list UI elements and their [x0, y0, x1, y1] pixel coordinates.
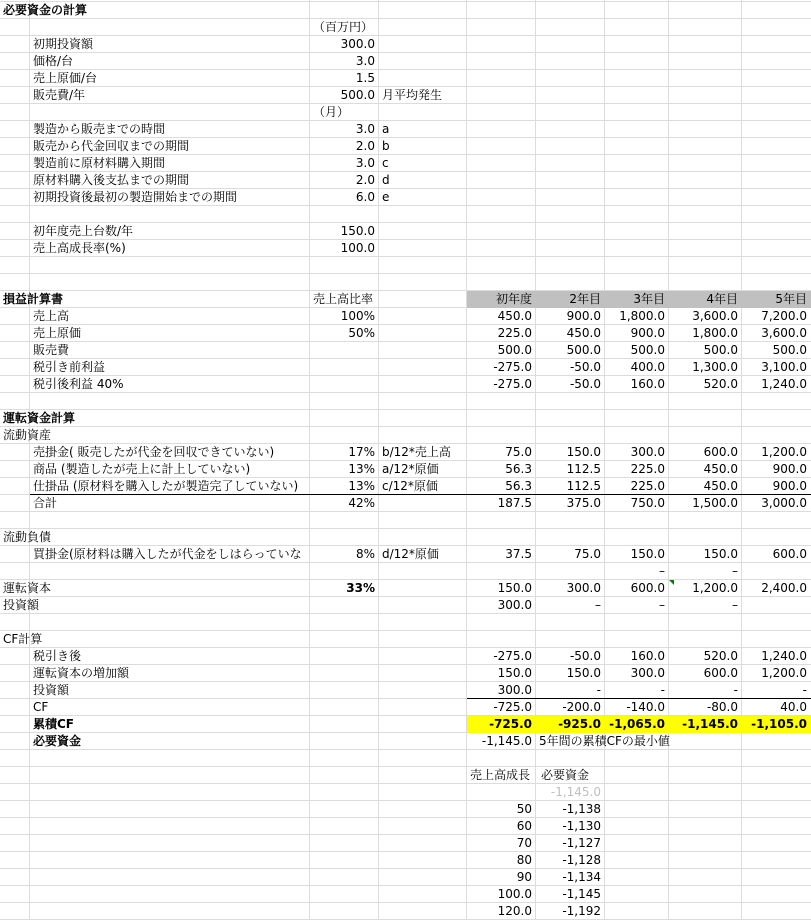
assumption-value[interactable]: 150.0 — [340, 224, 375, 238]
year-header[interactable]: 初年度 — [495, 292, 532, 306]
wc-value[interactable]: 300.0 — [566, 581, 601, 595]
wc-value[interactable]: – — [732, 598, 738, 612]
gridline-h — [0, 868, 811, 869]
sens-required[interactable]: -1,138 — [562, 802, 601, 816]
gridline-h — [0, 851, 811, 852]
gridline-h — [0, 273, 811, 274]
wc-value[interactable]: 112.5 — [566, 479, 601, 493]
pl-value[interactable]: -275.0 — [493, 360, 532, 374]
assumption-label[interactable]: 販売から代金回収までの期間 — [33, 139, 190, 153]
gridline-h — [0, 630, 811, 631]
wc-value[interactable]: 75.0 — [505, 445, 532, 459]
cf-value[interactable]: -140.0 — [626, 700, 665, 714]
wc-value[interactable]: 600.0 — [772, 547, 807, 561]
wc-label[interactable]: 運転資本 — [3, 581, 52, 595]
year-header[interactable]: 5年目 — [775, 292, 807, 306]
year-header[interactable]: 4年目 — [706, 292, 738, 306]
wc-label[interactable]: 売掛金( 販売したが代金を回収できていない) — [33, 445, 275, 459]
pl-value[interactable]: 400.0 — [630, 360, 665, 374]
gridline-v — [29, 0, 30, 919]
pl-value[interactable]: 500.0 — [772, 343, 807, 357]
gridline-h — [0, 749, 811, 750]
wc-value[interactable]: 900.0 — [772, 462, 807, 476]
assumption-label[interactable]: 製造前に原材料購入期間 — [33, 156, 166, 170]
cumulative-cf-value[interactable]: -925.0 — [558, 717, 601, 731]
assumption-label[interactable]: 原材料購入後支払までの期間 — [33, 173, 190, 187]
cumulative-cf-value[interactable]: -725.0 — [489, 717, 532, 731]
cumulative-cf-value[interactable]: -1,105.0 — [751, 717, 807, 731]
pl-value[interactable]: -50.0 — [569, 377, 601, 391]
wc-total-value[interactable]: 187.5 — [497, 496, 532, 510]
pl-ratio[interactable] — [310, 376, 375, 393]
wc-value[interactable]: 600.0 — [703, 445, 738, 459]
section-title[interactable]: 必要資金の計算 — [3, 3, 88, 17]
required-funds-label[interactable]: 必要資金 — [33, 734, 82, 748]
assumption-code[interactable]: a — [382, 122, 390, 136]
cf-value[interactable]: 300.0 — [630, 666, 665, 680]
wc-value[interactable]: 450.0 — [703, 462, 738, 476]
assumption-code[interactable]: c — [382, 156, 389, 170]
sens-header[interactable]: 必要資金 — [541, 768, 590, 782]
gridline-v — [378, 0, 379, 919]
pl-value[interactable]: 1,800.0 — [619, 309, 665, 323]
wc-label[interactable]: 仕掛品 (原材料を購入したが製造完了していない) — [33, 479, 299, 493]
assumption-code[interactable]: e — [382, 190, 390, 204]
wc-label[interactable]: 買掛金(原材料は購入したが代金をしはらっていな — [33, 547, 302, 561]
unit-label[interactable]: （月） — [313, 105, 350, 119]
sens-required[interactable]: -1,145 — [562, 887, 601, 901]
cf-value[interactable]: - — [802, 683, 807, 697]
cf-value[interactable]: -200.0 — [562, 700, 601, 714]
wc-value[interactable]: 600.0 — [630, 581, 665, 595]
assumption-code[interactable]: b — [382, 139, 390, 153]
gridline-h — [0, 800, 811, 801]
comment-indicator-icon[interactable] — [669, 580, 674, 585]
sens-required[interactable]: -1,134 — [562, 870, 601, 884]
cf-label[interactable]: CF — [33, 700, 49, 714]
sens-growth[interactable]: 70 — [516, 836, 532, 850]
unit-label[interactable]: （百万円） — [313, 20, 374, 34]
gridline-h — [0, 783, 811, 784]
assumption-value[interactable]: 3.0 — [355, 54, 375, 68]
gridline-h — [0, 766, 811, 767]
pl-ratio[interactable]: 100% — [340, 309, 375, 323]
cf-value[interactable]: -725.0 — [493, 700, 532, 714]
wc-value[interactable]: 225.0 — [630, 479, 665, 493]
sens-base-value[interactable]: -1,145.0 — [550, 785, 601, 799]
wc-formula[interactable]: b/12*売上高 — [382, 445, 451, 459]
year-header[interactable]: 2年目 — [569, 292, 601, 306]
wc-value[interactable]: 150.0 — [630, 547, 665, 561]
pl-value[interactable]: 500.0 — [497, 343, 532, 357]
wc-value[interactable]: – — [659, 598, 665, 612]
wc-value[interactable]: 300.0 — [497, 598, 532, 612]
pl-value[interactable]: 900.0 — [566, 309, 601, 323]
pl-value[interactable]: 900.0 — [630, 326, 665, 340]
cf-value[interactable]: 1,240.0 — [761, 649, 807, 663]
gridline-h — [0, 834, 811, 835]
wc-value[interactable]: 1,200.0 — [692, 581, 738, 595]
subsection-label[interactable]: 流動資産 — [3, 428, 52, 442]
pl-label[interactable]: 税引き前利益 — [33, 360, 106, 374]
pl-label[interactable]: 販売費 — [33, 343, 70, 357]
gridline-h — [0, 52, 811, 53]
cf-value[interactable]: -50.0 — [569, 649, 601, 663]
cumulative-cf-value[interactable]: -1,065.0 — [609, 717, 665, 731]
assumption-label[interactable]: 初期投資後最初の製造開始までの期間 — [33, 190, 238, 204]
wc-total-value[interactable]: 3,000.0 — [761, 496, 807, 510]
cumulative-cf-label[interactable]: 累積CF — [33, 717, 75, 731]
pl-value[interactable]: 160.0 — [630, 377, 665, 391]
cumulative-cf-value[interactable]: -1,145.0 — [682, 717, 738, 731]
pl-value[interactable]: -50.0 — [569, 360, 601, 374]
wc-pct[interactable]: 8% — [355, 547, 375, 561]
pl-value[interactable]: 1,240.0 — [761, 377, 807, 391]
assumption-value[interactable]: 3.0 — [355, 122, 375, 136]
wc-pct[interactable]: 13% — [348, 462, 375, 476]
pl-value[interactable]: 520.0 — [703, 377, 738, 391]
sens-required[interactable]: -1,127 — [562, 836, 601, 850]
pl-value[interactable]: 500.0 — [630, 343, 665, 357]
sens-growth[interactable]: 50 — [516, 802, 532, 816]
cf-value[interactable]: - — [733, 683, 738, 697]
required-funds-note[interactable]: 5年間の累積CFの最小値 — [539, 734, 670, 748]
pl-value[interactable]: 500.0 — [566, 343, 601, 357]
wc-value[interactable]: 1,200.0 — [761, 445, 807, 459]
cf-value[interactable]: 160.0 — [630, 649, 665, 663]
pl-value[interactable]: 450.0 — [497, 309, 532, 323]
wc-formula[interactable]: a/12*原価 — [382, 462, 439, 476]
wc-value[interactable]: 150.0 — [703, 547, 738, 561]
sens-growth[interactable]: 80 — [516, 853, 532, 867]
wc-label[interactable]: 商品 (製造したが売上に計上していない) — [33, 462, 251, 476]
wc-pct[interactable]: 13% — [348, 479, 375, 493]
pl-value[interactable]: 3,100.0 — [761, 360, 807, 374]
cf-label[interactable]: 運転資本の増加額 — [33, 666, 130, 680]
cf-value[interactable]: 600.0 — [703, 666, 738, 680]
dash-cell[interactable]: – — [659, 564, 665, 578]
pl-value[interactable]: 500.0 — [703, 343, 738, 357]
pl-value[interactable]: 3,600.0 — [692, 309, 738, 323]
required-funds-value[interactable]: -1,145.0 — [481, 734, 532, 748]
assumption-label[interactable]: 販売費/年 — [33, 88, 86, 102]
section-title[interactable]: CF計算 — [3, 632, 43, 646]
pl-ratio[interactable]: 50% — [348, 326, 375, 340]
sens-required[interactable]: -1,192 — [562, 904, 601, 918]
section-title[interactable]: 運転資金計算 — [3, 411, 76, 425]
gridline-h — [0, 902, 811, 903]
sens-required[interactable]: -1,130 — [562, 819, 601, 833]
wc-value[interactable]: 450.0 — [703, 479, 738, 493]
wc-value[interactable]: 2,400.0 — [761, 581, 807, 595]
wc-formula[interactable]: d/12*原価 — [382, 547, 439, 561]
pl-label[interactable]: 売上原価 — [33, 326, 82, 340]
wc-value[interactable]: 300.0 — [630, 445, 665, 459]
cf-value[interactable]: - — [596, 683, 601, 697]
assumption-value[interactable]: 2.0 — [355, 173, 375, 187]
assumption-label[interactable]: 売上高成長率(%) — [33, 241, 126, 255]
gridline-h — [0, 1, 811, 2]
sens-required[interactable]: -1,128 — [562, 853, 601, 867]
pl-value[interactable]: 1,300.0 — [692, 360, 738, 374]
wc-value[interactable]: 56.3 — [505, 462, 532, 476]
assumption-label[interactable]: 初年度売上台数/年 — [33, 224, 134, 238]
wc-value[interactable]: – — [595, 598, 601, 612]
wc-pct[interactable]: 17% — [348, 445, 375, 459]
gridline-h — [0, 426, 811, 427]
assumption-label[interactable]: 売上原価/台 — [33, 71, 98, 85]
sens-header[interactable]: 売上高成長 — [470, 768, 531, 782]
cf-value[interactable]: - — [660, 683, 665, 697]
gridline-h — [0, 69, 811, 70]
assumption-value[interactable]: 3.0 — [355, 156, 375, 170]
gridline-h — [0, 18, 811, 19]
wc-value[interactable]: 37.5 — [505, 547, 532, 561]
cf-value[interactable]: -80.0 — [706, 700, 738, 714]
assumption-code[interactable]: d — [382, 173, 390, 187]
cf-value[interactable]: 150.0 — [497, 666, 532, 680]
assumption-value[interactable]: 500.0 — [340, 88, 375, 102]
pl-value[interactable]: -275.0 — [493, 377, 532, 391]
sens-growth[interactable]: 100.0 — [497, 887, 532, 901]
sens-growth[interactable]: 90 — [516, 870, 532, 884]
wc-total-value[interactable]: 1,500.0 — [692, 496, 738, 510]
cf-value[interactable]: -275.0 — [493, 649, 532, 663]
assumption-value[interactable]: 6.0 — [355, 190, 375, 204]
cf-value[interactable]: 40.0 — [780, 700, 807, 714]
wc-value[interactable]: 900.0 — [772, 479, 807, 493]
wc-value[interactable]: 56.3 — [505, 479, 532, 493]
pl-ratio[interactable] — [310, 359, 375, 376]
pl-value[interactable]: 3,600.0 — [761, 326, 807, 340]
gridline-h — [0, 35, 811, 36]
ratio-header[interactable]: 売上高比率 — [313, 292, 374, 306]
subsection-label[interactable]: 流動負債 — [3, 530, 52, 544]
pl-value[interactable]: 450.0 — [566, 326, 601, 340]
assumption-note[interactable]: 月平均発生 — [382, 88, 443, 102]
gridline-h — [0, 528, 811, 529]
cf-value[interactable]: 300.0 — [497, 683, 532, 697]
wc-total-value[interactable]: 375.0 — [566, 496, 601, 510]
pl-label[interactable]: 売上高 — [33, 309, 70, 323]
cf-value[interactable]: 150.0 — [566, 666, 601, 680]
section-title[interactable]: 損益計算書 — [3, 292, 64, 306]
wc-value[interactable]: 112.5 — [566, 462, 601, 476]
sens-growth[interactable]: 60 — [516, 819, 532, 833]
wc-pct[interactable]: 33% — [346, 581, 375, 595]
gridline-h — [0, 817, 811, 818]
sum-rule — [467, 698, 811, 699]
sens-growth[interactable]: 120.0 — [497, 904, 532, 918]
pl-value[interactable]: 1,800.0 — [692, 326, 738, 340]
wc-value[interactable]: 150.0 — [566, 445, 601, 459]
cf-value[interactable]: 1,200.0 — [761, 666, 807, 680]
cf-label[interactable]: 投資額 — [33, 683, 70, 697]
assumption-value[interactable]: 100.0 — [340, 241, 375, 255]
wc-value[interactable]: 75.0 — [574, 547, 601, 561]
gridline-h — [0, 885, 811, 886]
pl-label[interactable]: 税引後利益 40% — [33, 377, 124, 391]
wc-total-label[interactable]: 合計 — [33, 496, 58, 510]
wc-total-value[interactable]: 750.0 — [630, 496, 665, 510]
assumption-value[interactable]: 1.5 — [355, 71, 375, 85]
pl-value[interactable]: 7,200.0 — [761, 309, 807, 323]
pl-ratio[interactable] — [310, 342, 375, 359]
assumption-value[interactable]: 300.0 — [340, 37, 375, 51]
cf-value[interactable]: 520.0 — [703, 649, 738, 663]
year-header[interactable]: 3年目 — [633, 292, 665, 306]
pl-value[interactable]: 225.0 — [497, 326, 532, 340]
dash-cell[interactable]: – — [732, 564, 738, 578]
assumption-label[interactable]: 製造から販売までの時間 — [33, 122, 166, 136]
assumption-label[interactable]: 価格/台 — [33, 54, 74, 68]
wc-total-pct[interactable]: 42% — [348, 496, 375, 510]
assumption-label[interactable]: 初期投資額 — [33, 37, 94, 51]
wc-formula[interactable]: c/12*原価 — [382, 479, 438, 493]
gridline-h — [0, 409, 811, 410]
cf-label[interactable]: 税引き後 — [33, 649, 82, 663]
wc-value[interactable]: 150.0 — [497, 581, 532, 595]
wc-value[interactable]: 225.0 — [630, 462, 665, 476]
assumption-value[interactable]: 2.0 — [355, 139, 375, 153]
wc-label[interactable]: 投資額 — [3, 598, 40, 612]
